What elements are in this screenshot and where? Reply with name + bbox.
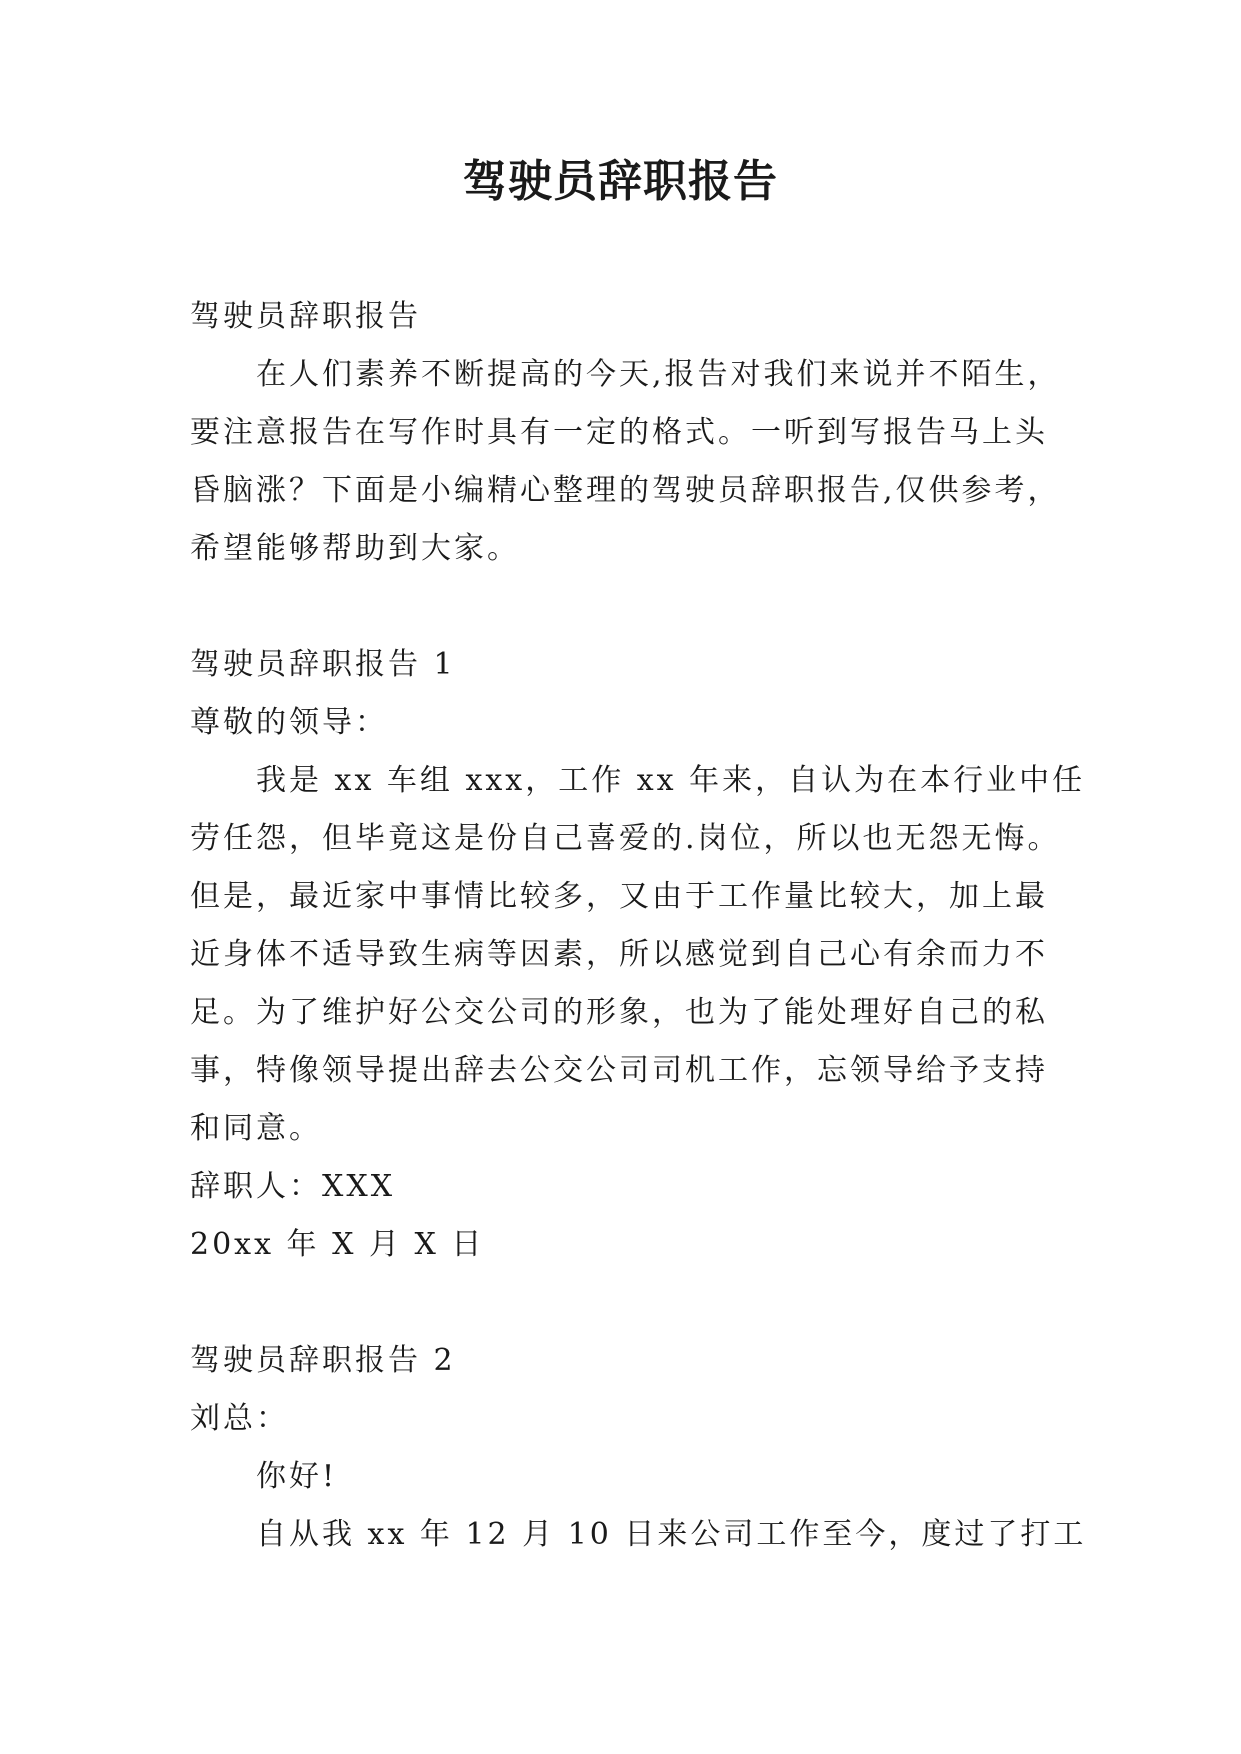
intro-heading: 驾驶员辞职报告	[190, 299, 421, 334]
report1-signer: 辞职人：XXX	[190, 1169, 396, 1204]
report1-paragraph-line: 和同意。	[190, 1111, 322, 1146]
report1-paragraph-line: 劳任怨，但毕竟这是份自己喜爱的.岗位，所以也无怨无悔。	[190, 821, 1061, 856]
report2-heading: 驾驶员辞职报告 2	[190, 1343, 456, 1378]
report2-greeting: 你好!	[256, 1459, 338, 1494]
document-title: 驾驶员辞职报告	[463, 156, 778, 207]
report1-paragraph-line: 事，特像领导提出辞去公交公司司机工作，忘领导给予支持	[190, 1053, 1048, 1088]
report1-salutation: 尊敬的领导：	[190, 705, 388, 740]
document-body	[190, 288, 1087, 1564]
report2-paragraph-line: 自从我 xx 年 12 月 10 日来公司工作至今，度过了打工	[256, 1517, 1087, 1552]
report1-heading: 驾驶员辞职报告 1	[190, 647, 456, 682]
section-spacer	[190, 1274, 1060, 1332]
report1-paragraph-line: 足。为了维护好公交公司的形象，也为了能处理好自己的私	[190, 995, 1048, 1030]
intro-paragraph-line: 要注意报告在写作时具有一定的格式。一听到写报告马上头	[190, 415, 1048, 450]
report1-paragraph-line: 但是，最近家中事情比较多，又由于工作量比较大，加上最	[190, 879, 1048, 914]
intro-paragraph-line: 在人们素养不断提高的今天,报告对我们来说并不陌生，	[256, 357, 1061, 392]
section-spacer	[190, 578, 1060, 636]
report1-paragraph-line: 我是 xx 车组 xxx，工作 xx 年来，自认为在本行业中任	[256, 763, 1086, 798]
intro-paragraph-line: 希望能够帮助到大家。	[190, 531, 520, 566]
report1-date: 20xx 年 X 月 X 日	[190, 1227, 485, 1262]
report1-paragraph-line: 近身体不适导致生病等因素，所以感觉到自己心有余而力不	[190, 937, 1048, 972]
report2-salutation: 刘总：	[190, 1401, 289, 1436]
intro-paragraph-line: 昏脑涨？下面是小编精心整理的驾驶员辞职报告,仅供参考，	[190, 473, 1061, 508]
